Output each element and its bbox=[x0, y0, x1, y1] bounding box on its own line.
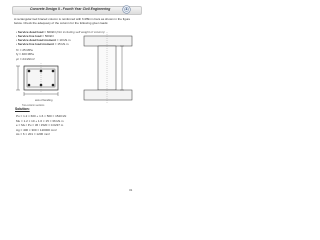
column-section-figure bbox=[14, 62, 72, 102]
list-item: • Service dead load = 600kN (Not including self weight of column) bbox=[16, 30, 105, 34]
page-number: 31 bbox=[129, 188, 133, 192]
material-params bbox=[16, 48, 35, 61]
load-value: = 500kN bbox=[42, 34, 54, 38]
load-value: = 10 kN.m bbox=[56, 38, 71, 42]
solution-line: Pu = 1.2 × 600 + 1.6 × 500 = 1520 kN bbox=[16, 114, 67, 118]
axis-label: axis of bending bbox=[35, 99, 53, 102]
param-fy: fy = 400 MPa bbox=[16, 52, 34, 57]
load-label: Service dead load moment bbox=[17, 38, 56, 42]
section-label: Two-column sections bbox=[22, 104, 45, 107]
param-fc: f'c = 25 MPa bbox=[16, 48, 33, 52]
list-item: • Service dead load moment = 10 kN.m bbox=[16, 38, 71, 42]
load-note: (Not including self weight of column) bbox=[56, 30, 105, 34]
header-title: Concrete Design II - Fourth Year Civil Engineering bbox=[30, 7, 111, 11]
list-item: • Service live load moment = 15 kN.m bbox=[16, 42, 69, 46]
solution-line: e = Mu / Pu = 36 / 1520 = 0.0237 m bbox=[16, 123, 64, 128]
university-logo-icon bbox=[122, 5, 131, 14]
list-item: • Service live load = 500kN bbox=[16, 34, 54, 38]
load-label: Service live load moment bbox=[17, 42, 54, 46]
load-value: = 15 kN.m bbox=[54, 42, 69, 46]
solution-body bbox=[16, 114, 66, 137]
load-value: = 600kN bbox=[44, 30, 56, 34]
solution-line: Mu = 1.2 × 10 + 1.6 × 15 = 36 kN.m bbox=[16, 118, 64, 123]
load-label: Service dead load bbox=[17, 30, 44, 34]
problem-intro: A rectangular tied braced column is reinforced with 6 Ø8mm bars as shown in the figure below. Check the adequacy of the column for the following given loads: bbox=[14, 17, 131, 25]
solution-line: Ag = 400 × 300 = 120000 mm² bbox=[16, 127, 57, 132]
column-elevation-figure bbox=[78, 30, 138, 105]
document-page bbox=[0, 0, 149, 198]
load-label: Service live load bbox=[17, 34, 42, 38]
param-gamma: γc = 24 kN/m³ bbox=[16, 56, 35, 61]
solution-line: As = 6 × 201 = 1206 mm² bbox=[16, 132, 50, 137]
solution-title: Solution: bbox=[15, 107, 30, 111]
